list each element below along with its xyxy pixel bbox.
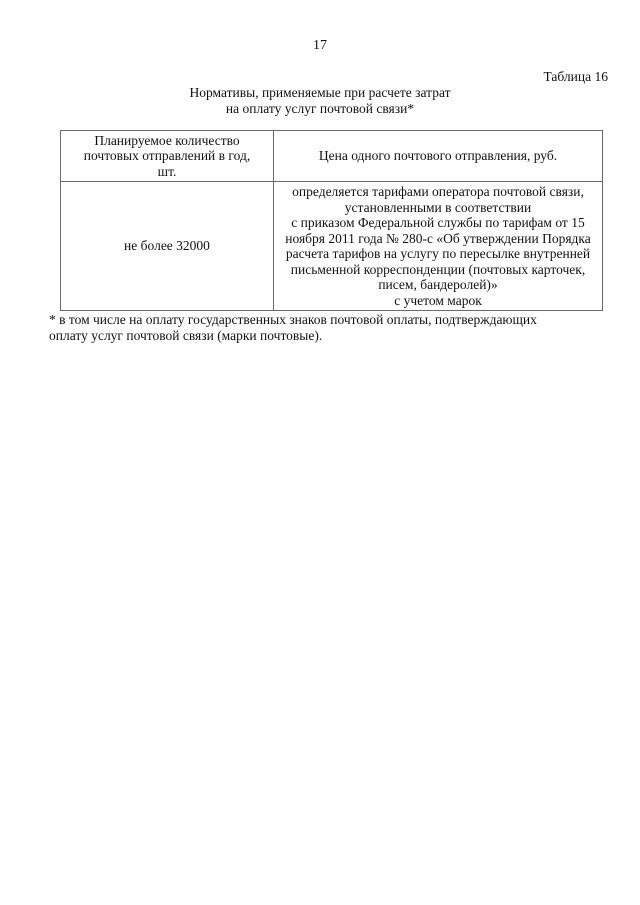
document-title-line-1: Нормативы, применяемые при расчете затрат [189,85,451,100]
table-header-row [61,131,603,182]
header-quantity-line-2: почтовых отправлений в год, [83,148,251,164]
price-cell [274,182,603,311]
price-line: с учетом марок [394,292,482,308]
footnote [49,312,609,344]
price-line: установленными в соответствии [344,199,532,215]
price-line: письменной корреспонденции (почтовых карточек, [290,261,586,277]
price-line: писем, бандеролей)» [378,277,498,292]
price-line: расчета тарифов на услугу по пересылке внутренней [285,246,591,261]
price-line: ноября 2011 года № 280-с «Об утверждении Порядка [285,230,591,246]
header-quantity-line-3: шт. [157,163,177,179]
quantity-cell: не более 32000 [61,182,274,311]
document-title-line-2: на оплату услуг почтовой связи* [225,101,415,116]
table-label: Таблица 16 [543,69,608,84]
header-price-cell: Цена одного почтового отправления, руб. [274,131,603,182]
footnote-line-1: * в том числе на оплату государственных знаков почтовой оплаты, подтверждающих [49,312,537,327]
header-quantity-line-1: Планируемое количество [94,132,240,148]
table-row [61,182,603,311]
price-line: определяется тарифами оператора почтовой связи, [292,184,584,199]
document-title [0,85,640,117]
footnote-line-2: оплату услуг почтовой связи (марки почтовые). [49,328,323,343]
header-quantity-cell [61,131,274,182]
page-number: 17 [313,38,327,53]
price-line: с приказом Федеральной службы по тарифам от 15 [291,215,585,230]
norms-table [60,130,603,311]
